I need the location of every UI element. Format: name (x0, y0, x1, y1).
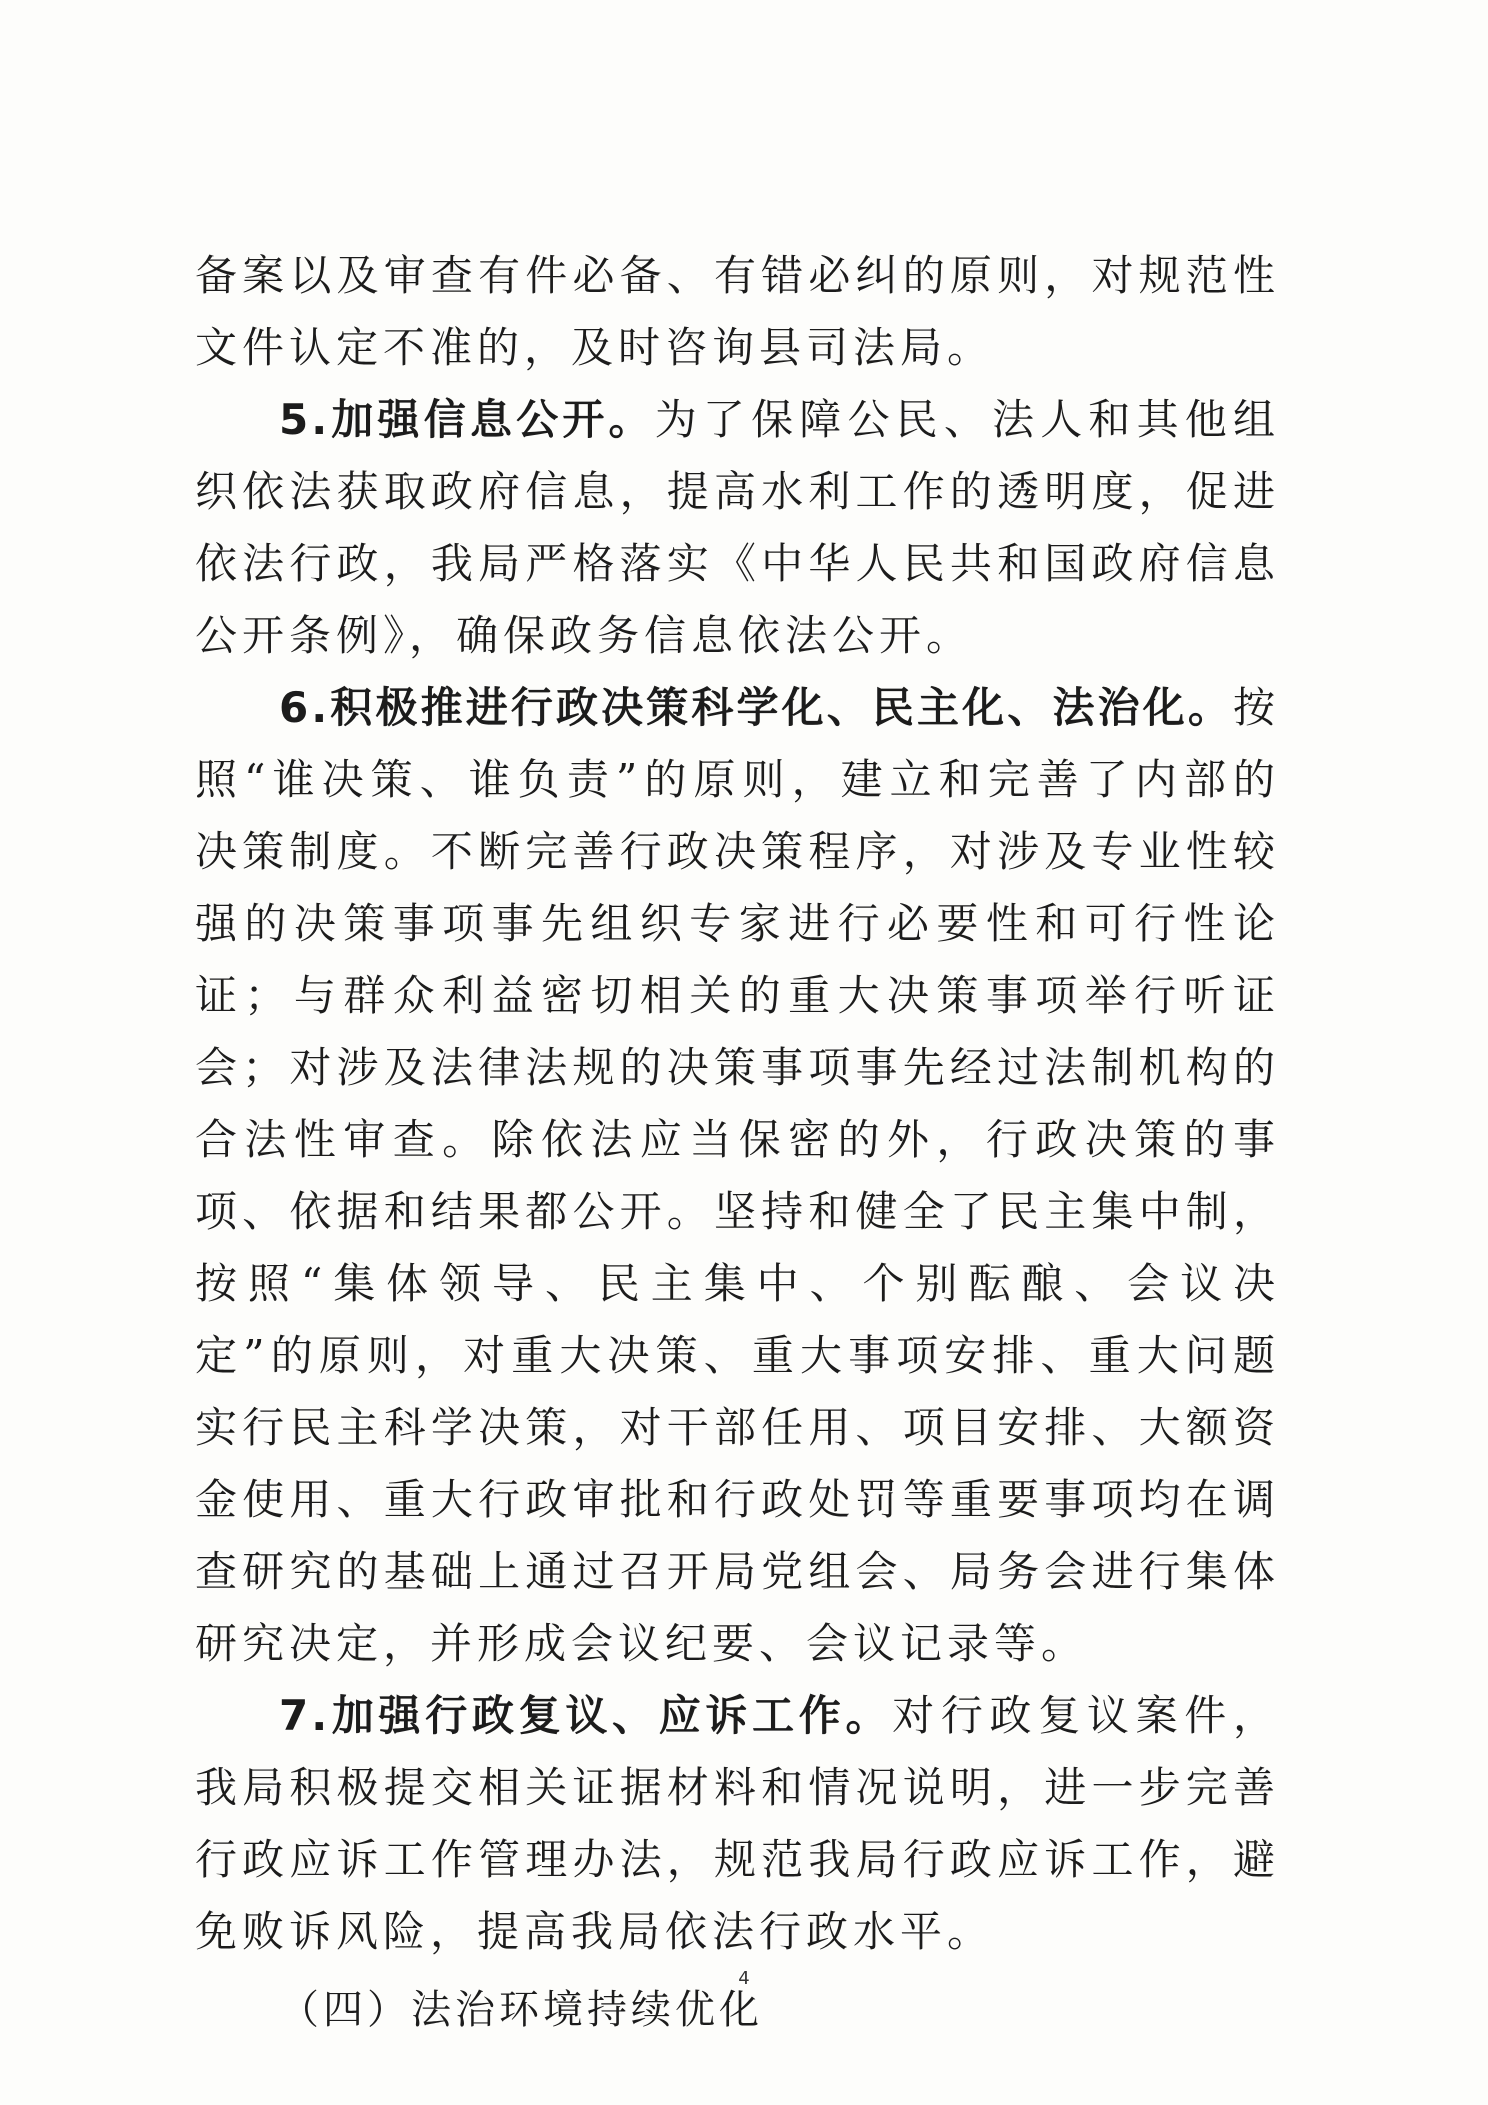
paragraph-text: 对行政复议案件，我局积极提交相关证据材料和情况说明，进一步完善行政应诉工作管理办法，规范我局行政应诉工作，避免败诉风险，提高我局依法行政水平。 (195, 1691, 1280, 1956)
paragraph-heading: 5.加强信息公开。 (279, 395, 655, 444)
section-title: （四）法治环境持续优化 (279, 1987, 763, 2033)
paragraph-heading: 7.加强行政复议、应诉工作。 (279, 1691, 893, 1740)
paragraph-text: 为了保障公民、法人和其他组织依法获取政府信息，提高水利工作的透明度，促进依法行政，我局严格落实《中华人民共和国政府信息公开条例》，确保政务信息依法公开。 (195, 395, 1280, 660)
paragraph-text: 按照“谁决策、谁负责”的原则，建立和完善了内部的决策制度。不断完善行政决策程序，对涉及专业性较强的决策事项事先组织专家进行必要性和可行性论证；与群众利益密切相关的重大决策事项举行听证会；对涉及法律法规的决策事项事先经过法制机构的合法性审查。除依法应当保密的外，行政决策的事项、依据和结果都公开。坚持和健全了民主集中制，按照“集体领导、民主集中、个别酝酿、会议决定”的原则，对重大决策、重大事项安排、重大问题实行民主科学决策，对干部任用、项目安排、大额资金使用、重大行政审批和行政处罚等重要事项均在调查研究的基础上通过召开局党组会、局务会进行集体研究决定，并形成会议纪要、会议记录等。 (195, 683, 1280, 1668)
paragraph-text: 备案以及审查有件必备、有错必纠的原则，对规范性文件认定不准的，及时咨询县司法局。 (195, 251, 1280, 372)
paragraph-administrative-review (195, 1680, 1280, 1968)
paragraph-information-disclosure (195, 384, 1280, 672)
paragraph-heading: 6.积极推进行政决策科学化、民主化、法治化。 (279, 683, 1233, 732)
paragraph-administrative-decision (195, 672, 1280, 1680)
page-number: 4 (738, 1968, 750, 1989)
paragraph-continuation (195, 240, 1280, 384)
document-body (195, 240, 1280, 2046)
